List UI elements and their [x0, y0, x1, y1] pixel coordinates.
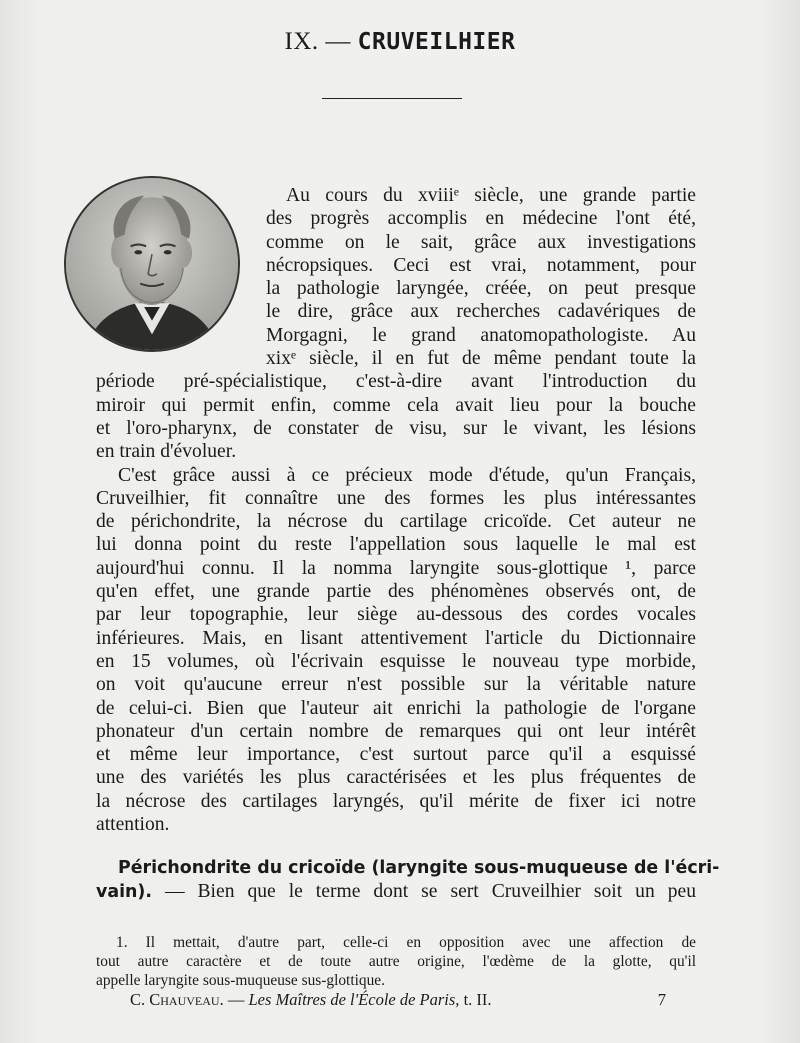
text-line: phonateur d'un certain nombre de remarques qui ont leur intérêt	[96, 720, 696, 742]
text-line: lui donna point du reste l'appellation sous laquelle le mal est	[96, 534, 696, 556]
section-heading-text-end: vain).	[96, 881, 152, 902]
section-heading-continued	[96, 880, 696, 903]
text-line: par leur topographie, leur siège au-dessous des cordes vocales	[96, 604, 696, 626]
section-gap	[96, 836, 696, 856]
title-rule	[322, 98, 462, 99]
footnote-line: appelle laryngite sous-muqueuse sus-glottique.	[96, 972, 385, 989]
footnote-line: 1. Il mettait, d'autre part, celle-ci en opposition avec une affection de	[116, 934, 696, 951]
text-line: Cruveilhier, fit connaître une des formes les plus intéressantes	[96, 487, 696, 509]
text-line: de périchondrite, la nécrose du cartilage cricoïde. Cet auteur ne	[96, 511, 696, 533]
chapter-number: IX.	[284, 28, 319, 55]
section-heading-text: Périchondrite du cricoïde (laryngite sous-muqueuse de l'écri-	[118, 858, 720, 879]
section-text: — Bien que le terme dont se sert Cruveilhier soit un peu	[164, 880, 697, 902]
footer-citation	[130, 990, 492, 1010]
text-line: en train d'évoluer.	[96, 441, 237, 463]
text-line: qu'en effet, une grande partie des phénomènes observés ont, de	[96, 581, 696, 603]
text-line: C'est grâce aussi à ce précieux mode d'étude, qu'un Français,	[118, 464, 696, 486]
chapter-name: CRUVEILHIER	[357, 29, 516, 55]
text-line: le dire, grâce aux recherches cadavériques de	[266, 301, 696, 323]
text-line: la nécrose des cartilages laryngés, qu'il mérite de fixer ici notre	[96, 790, 696, 812]
text-line: des progrès accomplis en médecine l'ont été,	[266, 208, 696, 230]
text-line: nécropsiques. Ceci est vrai, notamment, pour	[266, 254, 696, 276]
text-line: de celui-ci. Bien que l'auteur ait enrichi la pathologie de l'organe	[96, 697, 696, 719]
text-line: période pré-spécialistique, c'est-à-dire avant l'introduction du	[96, 371, 696, 393]
text-line: et l'oro-pharynx, de constater de visu, sur le vivant, les lésions	[96, 417, 696, 439]
text-line: Au cours du xviiiᵉ siècle, une grande partie	[286, 185, 696, 206]
text-line: Morgagni, le grand anatomopathologiste. Au	[266, 324, 696, 346]
footer-work-title: Les Maîtres de l'École de Paris,	[248, 990, 460, 1009]
chapter-title	[0, 28, 800, 56]
main-text	[96, 184, 720, 903]
text-line: une des variétés les plus caractérisées et les plus fréquentes de	[96, 767, 696, 789]
footer-volume: t. II.	[463, 990, 492, 1009]
text-line: inférieures. Mais, en lisant attentivement l'article du Dictionnaire	[96, 627, 696, 649]
footnote	[96, 933, 696, 990]
text-line: en 15 volumes, où l'écrivain esquisse le nouveau type morbide,	[96, 650, 696, 672]
running-footer	[130, 990, 666, 1010]
title-separator: —	[325, 28, 351, 55]
section-heading	[96, 856, 720, 879]
page-number: 7	[657, 990, 666, 1009]
footer-author: C. Chauveau.	[130, 990, 224, 1009]
footnote-line: tout autre caractère et de toute autre origine, l'œdème de la glotte, qu'il	[96, 953, 696, 970]
footer-dash: —	[227, 990, 245, 1009]
text-line: attention.	[96, 814, 170, 836]
text-line: on voit qu'aucune erreur n'est possible sur la véritable nature	[96, 674, 696, 696]
text-line: aujourd'hui connu. Il la nomma laryngite sous-glottique ¹, parce	[96, 557, 696, 579]
text-line: comme on le sait, grâce aux investigations	[266, 231, 696, 253]
text-line: xixᵉ siècle, il en fut de même pendant toute la	[266, 348, 696, 370]
text-line: et même leur importance, c'est surtout parce qu'il a esquissé	[96, 744, 696, 766]
text-line: la pathologie laryngée, créée, on peut presque	[266, 278, 696, 300]
text-line: miroir qui permit enfin, comme cela avait lieu pour la bouche	[96, 394, 696, 416]
